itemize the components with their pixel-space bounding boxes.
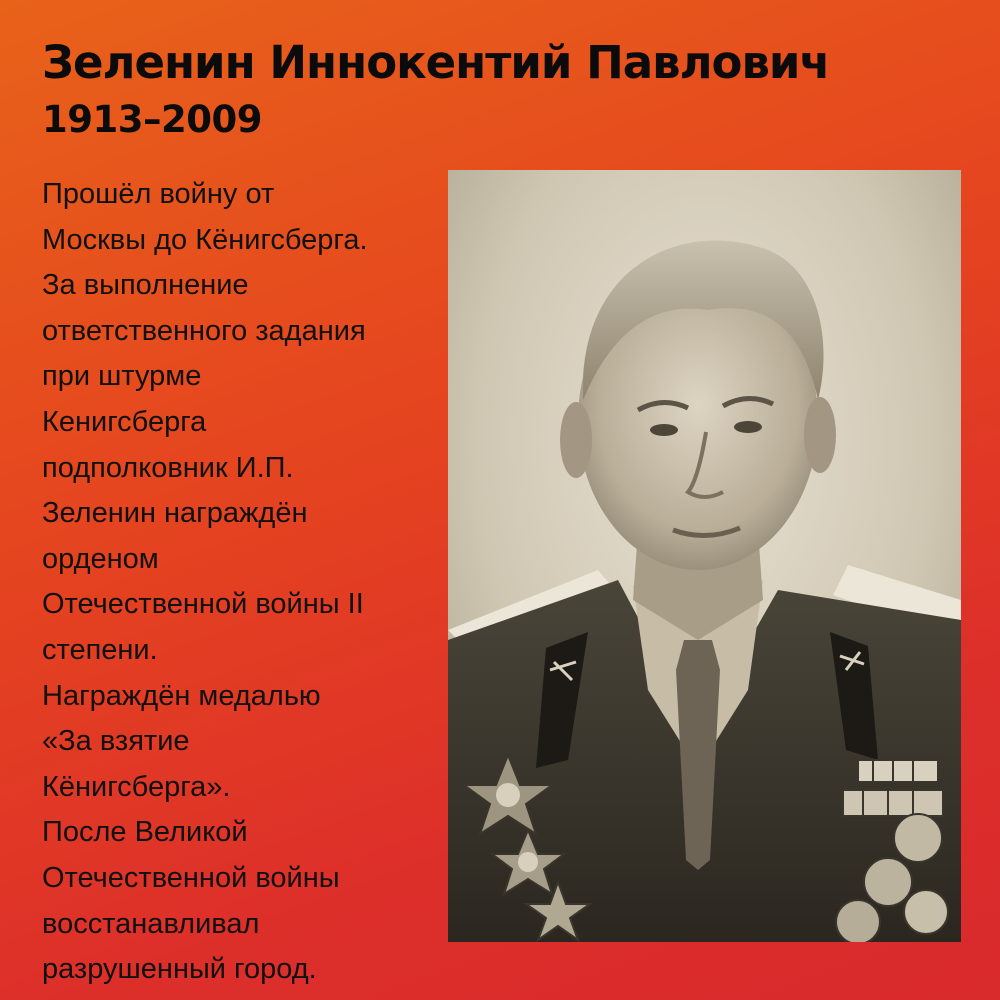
bio-line: Отечественной войны <box>42 861 340 894</box>
bio-line: степени. <box>42 633 158 666</box>
ear-right <box>804 397 836 473</box>
bio-line: Кенигсберга <box>42 405 207 438</box>
bio-line: Отечественной войны II <box>42 588 364 621</box>
bio-line: при штурме <box>42 360 202 393</box>
bio-line: подполковник И.П. <box>42 451 294 484</box>
bio-line: «За взятие <box>42 725 190 758</box>
eye-left <box>650 424 678 436</box>
medal-icon <box>894 814 942 862</box>
bio-line: Зеленин награждён <box>42 497 308 530</box>
bio-line: После Великой <box>42 816 248 849</box>
medal-icon <box>836 900 880 942</box>
medal-ribbon <box>843 790 943 816</box>
medal-icon <box>904 890 948 934</box>
ear-left <box>560 402 592 478</box>
bio-line: Награждён медалью <box>42 679 321 712</box>
order-center <box>518 852 538 872</box>
medal-icon <box>864 858 912 906</box>
bio-line: Кёнигсберга». <box>42 770 231 803</box>
biography-text <box>42 172 442 993</box>
bio-line: ответственного задания <box>42 314 366 347</box>
person-name: Зеленин Иннокентий Павлович <box>42 36 830 89</box>
bio-line: Москвы до Кёнигсберга. <box>42 223 368 256</box>
bio-line: Прошёл войну от <box>42 178 275 210</box>
bio-line: разрушенный город. <box>42 953 317 986</box>
person-years: 1913–2009 <box>42 98 262 141</box>
bio-line: орденом <box>42 542 159 575</box>
portrait-illustration <box>448 170 961 942</box>
eye-right <box>734 421 762 433</box>
order-center <box>496 783 520 807</box>
bio-line: восстанавливал <box>42 907 260 940</box>
medal-ribbon <box>858 760 938 782</box>
portrait-photo <box>448 170 961 942</box>
bio-line: За выполнение <box>42 269 249 302</box>
